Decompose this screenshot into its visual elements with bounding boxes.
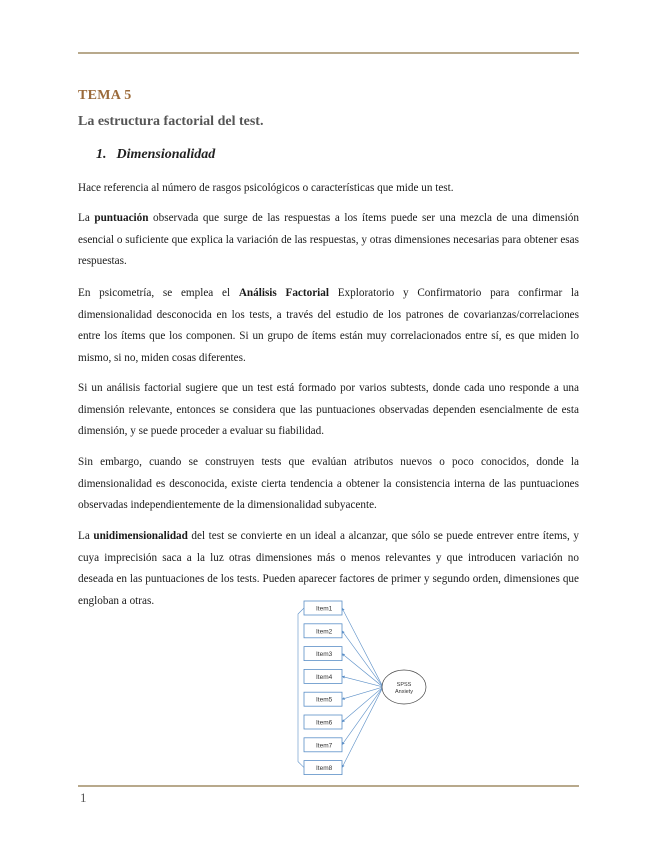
factor-diagram	[286, 595, 456, 780]
paragraph-6-body: del test se convierte en un ideal a alcanzar, que sólo se puede entrever entre ítems, y cuya imprecisión saca a la luz otras dimensiones más o menos relevantes y que introducen variación no deseada en las puntuaciones de los tests. Pueden aparecer factores de primer y segundo orden, dimensiones que engloban a otras.	[78, 530, 579, 607]
paragraph-1: Hace referencia al número de rasgos psicológicos o características que mide un test.	[78, 182, 454, 194]
paragraph-3	[78, 283, 579, 369]
factor-label-line1: SPSS	[396, 682, 412, 688]
loading-arrow	[342, 687, 383, 745]
top-rule	[78, 52, 579, 54]
item-label: Item2	[316, 628, 333, 636]
error-bracket	[298, 608, 304, 768]
item-label: Item7	[316, 742, 333, 750]
paragraph-4: Si un análisis factorial sugiere que un test está formado por varios subtests, donde cada uno responde a una dimensión relevante, entonces se considera que las puntuaciones observadas dependen esencialmente de esta dimensión, y se puede proceder a evaluar su fiabilidad.	[78, 382, 579, 437]
item-label: Item1	[316, 605, 333, 613]
factor-diagram-svg	[286, 595, 456, 780]
loading-arrow	[342, 687, 383, 699]
section-heading	[96, 147, 215, 163]
page-number: 1	[80, 790, 87, 805]
paragraph-3-body: Exploratorio y Confirmatorio para confirmar la dimensionalidad desconocida en los tests, a través del estudio de los patrones de covarianzas/correlaciones entre los ítems que los componen. Si un grupo de ítems están muy correlacionados entre sí, es que miden lo mismo, si no, miden cosas diferentes.	[78, 287, 580, 364]
item-label: Item6	[316, 719, 333, 727]
paragraph-6-lead: La	[78, 530, 94, 542]
item-label: Item8	[316, 765, 333, 773]
term-analisis-factorial: Análisis Factorial	[238, 287, 329, 299]
bottom-rule	[78, 785, 579, 787]
chapter-subtitle: La estructura factorial del test.	[78, 114, 264, 129]
item-label: Item3	[316, 651, 333, 659]
chapter-label: TEMA 5	[78, 88, 132, 103]
section-number: 1.	[96, 147, 107, 162]
paragraph-2-body: observada que surge de las respuestas a los ítems puede ser una mezcla de una dimensión esencial o suficiente que explica la variación de las respuestas, y otras dimensiones necesarias para obtener esas respuestas.	[78, 212, 579, 267]
item-label: Item5	[316, 696, 333, 704]
paragraph-2-lead: La	[78, 212, 95, 224]
paragraph-2	[78, 208, 579, 273]
factor-label-line2: Anxiety	[394, 689, 414, 695]
paragraph-5: Sin embargo, cuando se construyen tests que evalúan atributos nuevos o poco conocidos, donde la dimensionalidad es desconocida, existe cierta tendencia a obtener la consistencia interna de las puntuaciones observadas independientemente de la dimensionalidad subyacente.	[78, 456, 579, 511]
item-label: Item4	[316, 673, 333, 681]
term-puntuacion: puntuación	[94, 212, 149, 224]
paragraph-3-lead: En psicometría, se emplea el	[78, 287, 239, 299]
loading-arrow	[342, 687, 383, 722]
loading-arrow	[342, 608, 383, 687]
section-title: Dimensionalidad	[116, 147, 216, 162]
term-unidimensionalidad: unidimensionalidad	[93, 530, 188, 542]
loading-arrow	[342, 687, 383, 768]
